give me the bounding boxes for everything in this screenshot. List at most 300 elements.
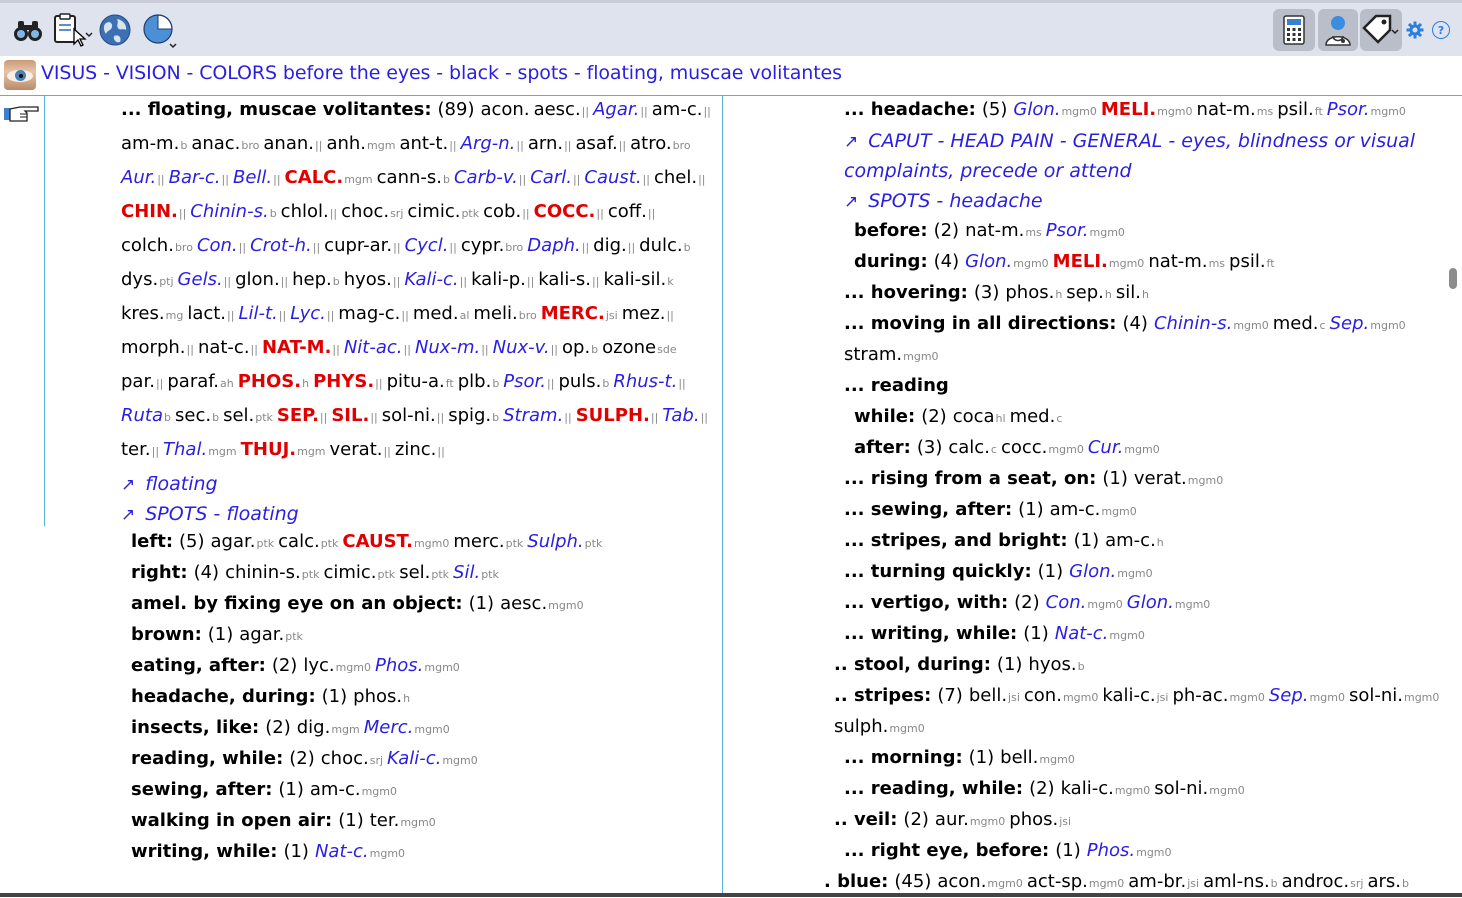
remedy-name[interactable]: CAUST.	[342, 531, 413, 552]
rubric-label[interactable]: .. veil:	[834, 809, 898, 830]
remedy-name[interactable]: verat.	[329, 439, 383, 460]
remedy-name[interactable]: ter.	[121, 439, 151, 460]
remedy[interactable]	[1010, 406, 1063, 427]
remedy[interactable]	[310, 779, 397, 800]
remedy-name[interactable]: dig.	[296, 717, 331, 738]
remedy[interactable]	[121, 303, 183, 324]
remedy[interactable]	[953, 406, 1006, 427]
remedy[interactable]	[326, 133, 395, 154]
rubric-label[interactable]: while:	[854, 406, 916, 427]
remedy[interactable]	[238, 303, 286, 324]
remedy-name[interactable]: Aur.	[121, 167, 157, 188]
remedy-name[interactable]: merc.	[453, 531, 505, 552]
remedy-name[interactable]: ars.	[1367, 871, 1401, 892]
remedy[interactable]	[1128, 871, 1199, 892]
remedy[interactable]	[558, 371, 609, 392]
remedy-name[interactable]: am-br.	[1128, 871, 1187, 892]
rubric-label[interactable]: right:	[131, 562, 188, 583]
remedy[interactable]	[1066, 282, 1112, 303]
remedy-name[interactable]: PHYS.	[313, 371, 375, 392]
remedy[interactable]	[191, 133, 259, 154]
remedy-name[interactable]: PHOS.	[237, 371, 302, 392]
remedy[interactable]	[1367, 871, 1409, 892]
remedy-name[interactable]: Agar.	[593, 99, 640, 120]
rubric-label[interactable]: .. stool, during:	[834, 654, 991, 675]
remedy[interactable]	[399, 562, 449, 583]
remedy-name[interactable]: Merc.	[363, 717, 414, 738]
remedy[interactable]	[639, 235, 690, 256]
cross-reference-link[interactable]	[121, 470, 218, 498]
remedy-name[interactable]: par.	[121, 371, 155, 392]
remedy-name[interactable]: kali-s.	[538, 269, 592, 290]
remedy-name[interactable]: Nux-m.	[414, 337, 481, 358]
remedy-name[interactable]: dys.	[121, 269, 159, 290]
remedy[interactable]	[1046, 220, 1125, 241]
link-text[interactable]: CAPUT - HEAD PAIN - GENERAL - eyes, blindness or visual	[868, 130, 1416, 152]
remedy[interactable]	[458, 371, 500, 392]
remedy-name[interactable]: Glon.	[1069, 561, 1117, 582]
remedy[interactable]	[603, 269, 673, 290]
remedy-name[interactable]: Sil.	[453, 562, 481, 583]
remedy[interactable]	[1154, 778, 1244, 799]
remedy[interactable]	[198, 337, 258, 358]
remedy-name[interactable]: Kali-c.	[404, 269, 459, 290]
remedy-name[interactable]: acon.	[480, 99, 530, 120]
remedy-name[interactable]: choc.	[320, 748, 369, 769]
rubric-label[interactable]: brown:	[131, 624, 202, 645]
remedy[interactable]	[324, 235, 400, 256]
remedy[interactable]	[338, 303, 409, 324]
remedy[interactable]	[1127, 592, 1211, 613]
remedy-name[interactable]: SEP.	[276, 405, 319, 426]
remedy-name[interactable]: Lil-t.	[238, 303, 278, 324]
remedy[interactable]	[211, 531, 275, 552]
remedy-name[interactable]: Psor.	[1326, 99, 1370, 120]
remedy[interactable]	[225, 562, 319, 583]
remedy[interactable]	[364, 717, 450, 738]
remedy[interactable]	[483, 201, 529, 222]
remedy-name[interactable]: sol-ni.	[1154, 778, 1209, 799]
remedy-name[interactable]: hyos.	[1028, 654, 1077, 675]
remedy[interactable]	[1005, 282, 1062, 303]
remedy[interactable]	[235, 269, 288, 290]
remedy[interactable]	[239, 624, 303, 645]
remedy-name[interactable]: coff.	[607, 201, 647, 222]
remedy[interactable]	[344, 337, 411, 358]
remedy[interactable]	[292, 269, 340, 290]
remedy[interactable]	[1327, 99, 1406, 120]
rubric-label[interactable]: left:	[131, 531, 174, 552]
remedy[interactable]	[169, 167, 229, 188]
remedy[interactable]	[313, 371, 383, 392]
remedy-name[interactable]: con.	[1023, 685, 1062, 706]
remedy[interactable]	[353, 686, 410, 707]
remedy[interactable]	[1273, 313, 1326, 334]
remedy-name[interactable]: Sulph.	[527, 531, 584, 552]
remedy[interactable]	[654, 167, 706, 188]
remedy[interactable]	[1105, 530, 1164, 551]
remedy[interactable]	[493, 337, 558, 358]
remedy-name[interactable]: Thal.	[163, 439, 208, 460]
rubric-label[interactable]: headache, during:	[131, 686, 316, 707]
remedy[interactable]	[1001, 437, 1084, 458]
rubric-label[interactable]: ... floating, muscae volitantes:	[121, 99, 432, 120]
remedy[interactable]	[121, 371, 163, 392]
remedy-name[interactable]: Psor.	[503, 371, 547, 392]
remedy-name[interactable]: sulph.	[834, 716, 889, 737]
remedy-name[interactable]: Daph.	[527, 235, 581, 256]
remedy-name[interactable]: chlol.	[280, 201, 329, 222]
remedy-name[interactable]: sil.	[1115, 282, 1141, 303]
remedy[interactable]	[331, 405, 377, 426]
remedy-name[interactable]: sel.	[223, 405, 255, 426]
remedy-name[interactable]: Bell.	[232, 167, 273, 188]
remedy-name[interactable]: sol-ni.	[381, 405, 436, 426]
remedy-name[interactable]: Cur.	[1087, 437, 1124, 458]
remedy-name[interactable]: cimic.	[407, 201, 461, 222]
remedy[interactable]	[948, 437, 997, 458]
remedy[interactable]	[562, 337, 598, 358]
remedy[interactable]	[404, 269, 467, 290]
remedy-name[interactable]: puls.	[558, 371, 602, 392]
remedy[interactable]	[1134, 468, 1223, 489]
remedy-name[interactable]: mez.	[621, 303, 666, 324]
remedy-name[interactable]: bell.	[1000, 747, 1039, 768]
remedy[interactable]	[1024, 685, 1098, 706]
rubric-label[interactable]: ... sewing, after:	[844, 499, 1013, 520]
remedy[interactable]	[1069, 561, 1153, 582]
remedy-name[interactable]: Gels.	[177, 269, 223, 290]
remedy[interactable]	[277, 405, 327, 426]
remedy[interactable]	[480, 99, 529, 120]
rubric-label[interactable]: writing, while:	[131, 841, 278, 862]
remedy[interactable]	[1229, 251, 1275, 272]
remedy[interactable]	[461, 235, 523, 256]
remedy[interactable]	[530, 167, 580, 188]
remedy[interactable]	[613, 371, 685, 392]
remedy[interactable]	[387, 748, 478, 769]
remedy-name[interactable]: Arg-n.	[460, 133, 516, 154]
remedy[interactable]	[1088, 437, 1160, 458]
remedy-name[interactable]: NAT-M.	[261, 337, 332, 358]
remedy-name[interactable]: Glon.	[1126, 592, 1174, 613]
rubric-label[interactable]: ... hovering:	[844, 282, 968, 303]
remedy[interactable]	[370, 810, 436, 831]
remedy-name[interactable]: Lyc.	[290, 303, 326, 324]
remedy[interactable]	[395, 439, 445, 460]
remedy-name[interactable]: anan.	[263, 133, 315, 154]
remedy-name[interactable]: agar.	[210, 531, 256, 552]
remedy-name[interactable]: kali-c.	[1060, 778, 1114, 799]
remedy[interactable]	[399, 133, 456, 154]
remedy[interactable]	[1203, 871, 1278, 892]
remedy[interactable]	[121, 235, 193, 256]
remedy[interactable]	[223, 405, 273, 426]
remedy-name[interactable]: am-c.	[1105, 530, 1156, 551]
remedy-name[interactable]: am-c.	[1049, 499, 1101, 520]
gear-icon[interactable]	[1405, 20, 1425, 40]
remedy[interactable]	[834, 716, 925, 737]
remedy[interactable]	[1154, 313, 1269, 334]
remedy[interactable]	[1009, 809, 1071, 830]
remedy-name[interactable]: phos.	[1005, 282, 1055, 303]
remedy-name[interactable]: sep.	[1066, 282, 1104, 303]
remedy[interactable]	[622, 303, 674, 324]
remedy[interactable]	[1116, 282, 1149, 303]
remedy-name[interactable]: cob.	[483, 201, 522, 222]
remedy[interactable]	[344, 269, 401, 290]
remedy[interactable]	[1102, 685, 1168, 706]
remedy[interactable]	[1027, 871, 1124, 892]
remedy-name[interactable]: op.	[562, 337, 591, 358]
remedy-name[interactable]: dig.	[593, 235, 627, 256]
remedy[interactable]	[448, 405, 499, 426]
rubric-label[interactable]: during:	[854, 251, 928, 272]
remedy-name[interactable]: ozone	[602, 337, 657, 358]
remedy[interactable]	[121, 167, 165, 188]
link-text[interactable]: SPOTS - headache	[868, 190, 1043, 212]
globe-icon[interactable]	[98, 13, 132, 47]
remedy[interactable]	[121, 337, 194, 358]
remedy-name[interactable]: zinc.	[394, 439, 437, 460]
remedy-name[interactable]: Caust.	[584, 167, 642, 188]
remedy[interactable]	[321, 748, 383, 769]
remedy[interactable]	[1269, 685, 1345, 706]
remedy-name[interactable]: kali-p.	[471, 269, 526, 290]
remedy[interactable]	[1087, 840, 1172, 861]
remedy-name[interactable]: arn.	[527, 133, 564, 154]
doctor-icon[interactable]	[1318, 9, 1358, 51]
rubric-label[interactable]: amel. by fixing eye on an object:	[131, 593, 463, 614]
remedy-name[interactable]: asaf.	[575, 133, 618, 154]
remedy[interactable]	[503, 371, 554, 392]
remedy-name[interactable]: calc.	[948, 437, 990, 458]
remedy-name[interactable]: androc.	[1281, 871, 1350, 892]
remedy-name[interactable]: lyc.	[303, 655, 335, 676]
remedy-name[interactable]: Crot-h.	[250, 235, 312, 256]
remedy-name[interactable]: ant-t.	[399, 133, 449, 154]
remedy-name[interactable]: kres.	[121, 303, 165, 324]
remedy-name[interactable]: cupr-ar.	[324, 235, 393, 256]
rubric-label[interactable]: before:	[854, 220, 928, 241]
remedy[interactable]	[965, 220, 1042, 241]
remedy[interactable]	[965, 251, 1049, 272]
cross-reference-link[interactable]	[844, 127, 1415, 155]
remedy-name[interactable]: Chinin-s.	[1153, 313, 1233, 334]
remedy[interactable]	[407, 201, 479, 222]
remedy[interactable]	[303, 655, 371, 676]
rubric-label[interactable]: walking in open air:	[131, 810, 333, 831]
remedy[interactable]	[453, 531, 523, 552]
remedy-name[interactable]: Carl.	[530, 167, 572, 188]
remedy-name[interactable]: choc.	[341, 201, 390, 222]
rubric-label[interactable]: eating, after:	[131, 655, 266, 676]
remedy-name[interactable]: med.	[1009, 406, 1056, 427]
remedy[interactable]	[121, 405, 171, 426]
remedy[interactable]	[262, 337, 340, 358]
remedy-name[interactable]: Bar-c.	[168, 167, 221, 188]
remedy[interactable]	[576, 405, 659, 426]
remedy-name[interactable]: nat-m.	[1148, 251, 1208, 272]
remedy[interactable]	[473, 303, 536, 324]
remedy[interactable]	[121, 133, 187, 154]
remedy[interactable]	[528, 133, 572, 154]
remedy[interactable]	[1277, 99, 1323, 120]
remedy-name[interactable]: glon.	[235, 269, 280, 290]
rubric-label[interactable]: ... headache:	[844, 99, 976, 120]
remedy[interactable]	[500, 593, 584, 614]
rubric-label[interactable]: ... morning:	[844, 747, 963, 768]
remedy-name[interactable]: atro.	[630, 133, 672, 154]
remedy[interactable]	[662, 405, 708, 426]
remedy-name[interactable]: MELI.	[1052, 251, 1108, 272]
remedy[interactable]	[121, 269, 174, 290]
remedy[interactable]	[382, 405, 444, 426]
remedy[interactable]	[630, 133, 691, 154]
cross-reference-link[interactable]	[844, 187, 1043, 215]
remedy-name[interactable]: med.	[1272, 313, 1319, 334]
remedy-name[interactable]: cimic.	[323, 562, 377, 583]
rubric-label[interactable]: ... moving in all directions:	[844, 313, 1117, 334]
remedy-name[interactable]: cocc.	[1000, 437, 1048, 458]
link-text[interactable]: SPOTS - floating	[145, 503, 299, 525]
remedy[interactable]	[1349, 685, 1439, 706]
remedy-name[interactable]: ph-ac.	[1172, 685, 1229, 706]
pie-chart-icon[interactable]	[142, 13, 182, 51]
remedy[interactable]	[1197, 99, 1274, 120]
remedy[interactable]	[541, 303, 618, 324]
remedy-name[interactable]: chel.	[653, 167, 698, 188]
remedy-name[interactable]: hep.	[292, 269, 332, 290]
remedy-name[interactable]: Carb-v.	[453, 167, 518, 188]
remedy[interactable]	[1028, 654, 1084, 675]
remedy[interactable]	[1055, 623, 1145, 644]
remedy[interactable]	[342, 531, 449, 552]
calculator-icon[interactable]	[1273, 9, 1315, 51]
remedy-name[interactable]: Cycl.	[404, 235, 449, 256]
remedy[interactable]	[1000, 747, 1075, 768]
rubric-label[interactable]: ... reading, while:	[844, 778, 1024, 799]
remedy-name[interactable]: phos.	[353, 686, 403, 707]
remedy-name[interactable]: Kali-c.	[387, 748, 442, 769]
remedy-name[interactable]: acon.	[937, 871, 987, 892]
remedy-name[interactable]: Sep.	[1268, 685, 1309, 706]
remedy[interactable]	[250, 235, 320, 256]
remedy-name[interactable]: plb.	[457, 371, 492, 392]
remedy[interactable]	[844, 344, 939, 365]
remedy-name[interactable]: anac.	[191, 133, 241, 154]
remedy-name[interactable]: aur.	[934, 809, 969, 830]
remedy-name[interactable]: am-m.	[121, 133, 180, 154]
remedy-name[interactable]: sel.	[399, 562, 431, 583]
remedy-name[interactable]: MELI.	[1100, 99, 1157, 120]
remedy-name[interactable]: Con.	[196, 235, 238, 256]
clipboard-cursor-icon[interactable]	[52, 13, 94, 47]
link-text[interactable]: complaints, precede or attend	[844, 160, 1132, 182]
remedy[interactable]	[163, 439, 237, 460]
remedy[interactable]	[1013, 99, 1097, 120]
link-text[interactable]: floating	[145, 473, 218, 495]
remedy[interactable]	[1101, 99, 1193, 120]
remedy[interactable]	[233, 167, 281, 188]
remedy-name[interactable]: kali-c.	[1102, 685, 1156, 706]
remedy[interactable]	[323, 562, 395, 583]
remedy[interactable]	[538, 269, 599, 290]
remedy[interactable]	[935, 809, 1005, 830]
remedy-name[interactable]: mag-c.	[338, 303, 401, 324]
remedy[interactable]	[278, 531, 338, 552]
rubric-label[interactable]: ... reading	[844, 375, 949, 396]
remedy[interactable]	[1050, 499, 1137, 520]
remedy[interactable]	[593, 99, 648, 120]
remedy[interactable]	[454, 167, 526, 188]
remedy-name[interactable]: Nat-c.	[1054, 623, 1109, 644]
rubric-label[interactable]: reading, while:	[131, 748, 284, 769]
remedy[interactable]	[503, 405, 572, 426]
remedy[interactable]	[281, 201, 337, 222]
remedy[interactable]	[405, 235, 457, 256]
help-icon[interactable]: ?	[1432, 21, 1450, 39]
remedy-name[interactable]: med.	[412, 303, 459, 324]
remedy[interactable]	[197, 235, 246, 256]
remedy[interactable]	[341, 201, 403, 222]
remedy-name[interactable]: Ruta	[121, 405, 164, 426]
remedy-name[interactable]: am-c.	[651, 99, 703, 120]
remedy[interactable]	[453, 562, 499, 583]
rubric-label[interactable]: insects, like:	[131, 717, 260, 738]
remedy[interactable]	[290, 303, 334, 324]
remedy[interactable]	[1061, 778, 1151, 799]
rubric-label[interactable]: .. stripes:	[834, 685, 932, 706]
remedy[interactable]	[175, 405, 219, 426]
remedy-name[interactable]: cann-s.	[376, 167, 442, 188]
remedy[interactable]	[527, 235, 589, 256]
remedy[interactable]	[602, 337, 676, 358]
remedy[interactable]	[584, 167, 650, 188]
remedy[interactable]	[415, 337, 489, 358]
remedy-name[interactable]: bell.	[968, 685, 1008, 706]
remedy-name[interactable]: morph.	[121, 337, 186, 358]
remedy[interactable]	[413, 303, 470, 324]
remedy-name[interactable]: Nux-v.	[492, 337, 550, 358]
remedy[interactable]	[375, 655, 460, 676]
remedy[interactable]	[297, 717, 360, 738]
remedy-name[interactable]: aesc.	[500, 593, 548, 614]
tag-icon[interactable]	[1360, 9, 1402, 51]
remedy-name[interactable]: MERC.	[540, 303, 605, 324]
remedy-name[interactable]: Tab.	[662, 405, 700, 426]
remedy-name[interactable]: phos.	[1009, 809, 1059, 830]
remedy-name[interactable]: hyos.	[343, 269, 392, 290]
remedy-name[interactable]: Nit-ac.	[343, 337, 403, 358]
remedy-name[interactable]: Phos.	[375, 655, 424, 676]
remedy-name[interactable]: dulc.	[639, 235, 683, 256]
rubric-label[interactable]: ... vertigo, with:	[844, 592, 1009, 613]
remedy-name[interactable]: sol-ni.	[1348, 685, 1403, 706]
remedy-name[interactable]: Sep.	[1329, 313, 1370, 334]
remedy[interactable]	[190, 201, 276, 222]
remedy[interactable]	[608, 201, 655, 222]
remedy[interactable]	[263, 133, 322, 154]
pointing-hand-icon[interactable]	[3, 101, 41, 125]
rubric-label[interactable]: after:	[854, 437, 911, 458]
remedy-name[interactable]: colch.	[121, 235, 174, 256]
remedy-name[interactable]: Psor.	[1045, 220, 1089, 241]
remedy[interactable]	[241, 439, 326, 460]
remedy-name[interactable]: Nat-c.	[314, 841, 369, 862]
remedy-name[interactable]: Con.	[1045, 592, 1087, 613]
remedy-name[interactable]: kali-sil.	[603, 269, 667, 290]
